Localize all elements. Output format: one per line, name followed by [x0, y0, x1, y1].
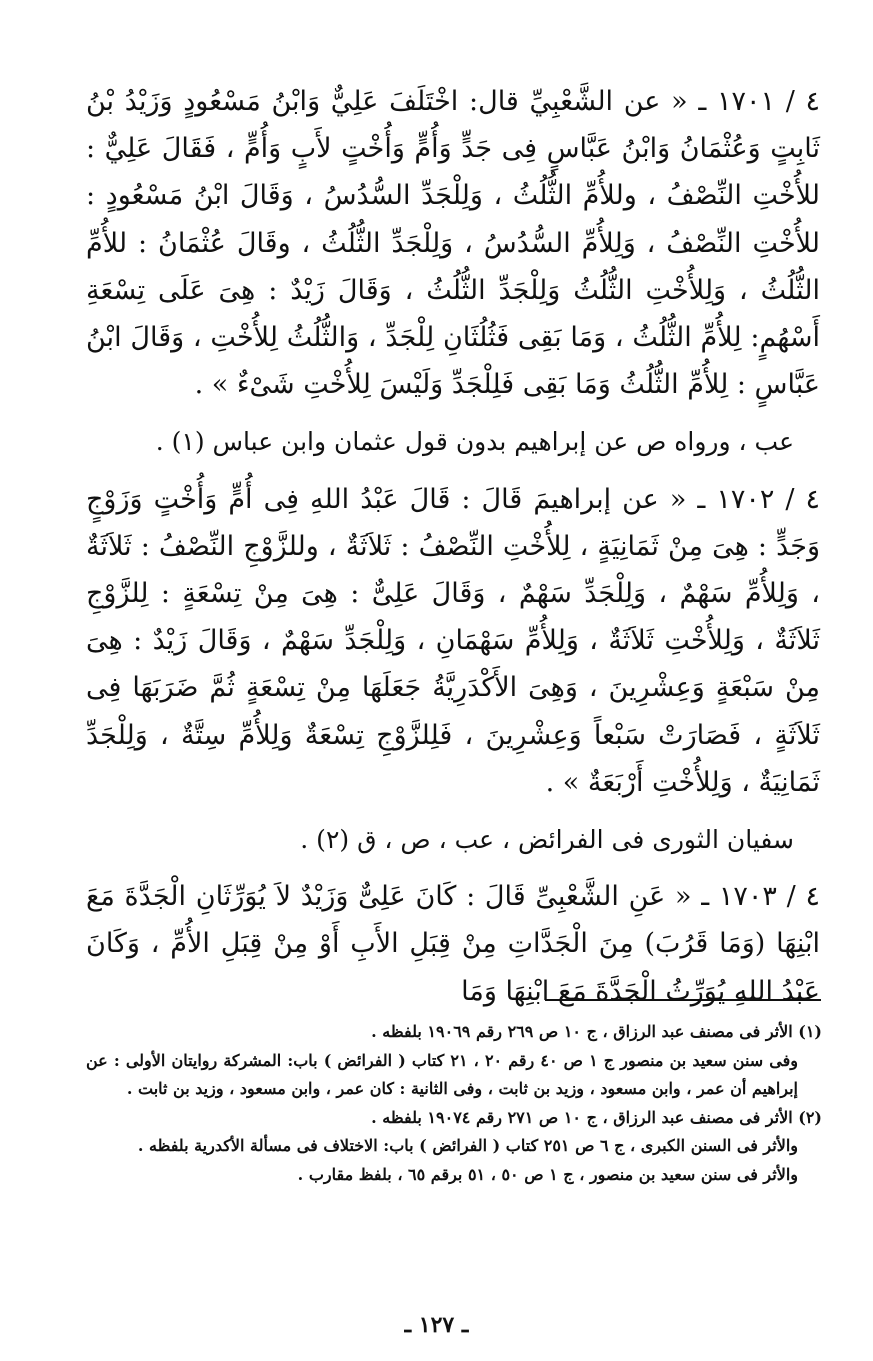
footnote-2-continuation-b: والأثر فى سنن سعيد بن منصور ، ج ١ ص ٥٠ ، ٥١ برقم ٦٥ ، بلفظ مقارب .: [297, 1164, 798, 1184]
main-text: [86, 78, 820, 1015]
footnote-divider: [545, 999, 821, 1001]
footnote-2: (٢) الأثر فى مصنف عبد الرزاق ، ج ١٠ ص ٢٧١ رقم ١٩٠٧٤ بلفظه .: [371, 1107, 822, 1127]
hadith-1702: ٤ / ١٧٠٢ ـ « عن إبراهيمَ قَالَ : قَالَ عَبْدُ اللهِ فِى أُمٍّ وَأُخْتٍ وَزَوْجٍ وَجَدٍّ : هِىَ مِنْ ثَمَانِيَةٍ ، لِلأُخْتِ النِّصْفُ : ثَلاَثَةٌ ، وللزَّوْجِ النِّصْفُ : ثَلاَثَةٌ ، وَلِلأُمِّ سَهْمٌ ، وَلِلْجَدِّ سَهْمٌ ، وَقَالَ عَلِىٌّ : هِىَ مِنْ تِسْعَةٍ : لِلزَّوْجِ ثَلاَثَةٌ ، وَلِلأُخْتِ ثَلاَثَةٌ ، وَلِلأُمِّ سَهْمَانِ ، وَلِلْجَدِّ سَهْمٌ ، وَقَالَ زَيْدٌ : هِىَ مِنْ سَبْعَةٍ وَعِشْرِينَ ، وَهِىَ الأَكْدَرِيَّةُ جَعَلَهَا مِنْ تِسْعَةٍ ثُمَّ ضَرَبَهَا فِى ثَلاَثَةٍ ، فَصَارَتْ سَبْعاً وَعِشْرِينَ ، فَلِلزَّوْجِ تِسْعَةٌ وَلِلأُمِّ سِتَّةٌ ، وَلِلْجَدِّ ثَمَانِيَةٌ ، وَلِلأُخْتِ أَرْبَعَةٌ » .: [86, 483, 820, 798]
hadith-1703: ٤ / ١٧٠٣ ـ « عَنِ الشَّعْبِىِّ قَالَ : كَانَ عَلِىٌّ وَزَيْدٌ لاَ يُوَرِّثَانِ الْجَدَّةَ مَعَ ابْنِهَا (وَمَا قَرُبَ) مِنَ الْجَدَّاتِ مِنْ قِبَلِ الأَبِ أَوْ مِنْ قِبَلِ الأُمِّ ، وَكَانَ عَبْدُ اللهِ يُوَرِّثُ الْجَدَّةَ مَعَ ابْنِهَا وَمَا: [86, 881, 820, 1007]
hadith-1701: ٤ / ١٧٠١ ـ « عن الشَّعْبِيِّ قال: اخْتَلَفَ عَلِيٌّ وَابْنُ مَسْعُودٍ وَزَيْدُ بْنُ ثَابِتٍ وَعُثْمَانُ وَابْنُ عَبَّاسٍ فِى جَدٍّ وَأُمٍّ وَأُخْتٍ لأَبٍ وَأُمٍّ ، فَقَالَ عَلِيٌّ : للأُخْتِ النِّصْفُ ، وللأُمِّ الثُّلُثُ ، وَلِلْجَدِّ السُّدُسُ ، وَقَالَ ابْنُ مَسْعُودٍ : للأُخْتِ النِّصْفُ ، وَلِلأُمِّ السُّدُسُ ، وَلِلْجَدِّ الثُّلُثُ ، وقَالَ عُثْمَانُ : للأُمِّ الثُّلُثُ ، وَلِلأُخْتِ الثُّلُثُ وَلِلْجَدِّ الثُّلُثُ ، وَقَالَ زَيْدٌ : هِىَ عَلَى تِسْعَةِ أَسْهُمٍ: لِلأُمِّ الثُّلُثُ ، وَمَا بَقِى فَثُلُثَانِ لِلْجَدِّ ، وَالثُّلُثُ لِلأُخْتِ ، وَقَالَ ابْنُ عَبَّاسٍ : لِلأُمِّ الثُّلُثُ وَمَا بَقِى فَلِلْجَدِّ وَلَيْسَ لِلأُخْتِ شَىْءٌ » .: [86, 86, 821, 401]
footnote-1-continuation: وفى سنن سعيد بن منصور ج ١ ص ٤٠ رقم ٢٠ ، ٢١ كتاب ( الفرائض ) باب: المشركة روايتان الأولى : عن إبراهيم أن عمر ، وابن مسعود ، وزيد بن ثابت ، وفى الثانية : كان عمر ، وابن مسعود ، وزيد بن ثابت .: [86, 1050, 799, 1099]
footnote-1: (١) الأثر فى مصنف عبد الرزاق ، ج ١٠ ص ٢٦٩ رقم ١٩٠٦٩ بلفظه .: [371, 1022, 822, 1041]
source-note-1701: عب ، ورواه ص عن إبراهيم بدون قول عثمان وابن عباس (١) .: [155, 427, 794, 457]
footnote-2-continuation-a: والأثر فى السنن الكبرى ، ج ٦ ص ٢٥١ كتاب ( الفرائض ) باب: الاختلاف فى مسألة الأكدرية بلفظه .: [137, 1136, 798, 1156]
footnotes: [86, 1018, 822, 1190]
source-note-1702: سفيان الثورى فى الفرائض ، عب ، ص ، ق (٢) .: [300, 825, 794, 855]
page-number: ـ ١٢٧ ـ: [404, 1312, 469, 1338]
